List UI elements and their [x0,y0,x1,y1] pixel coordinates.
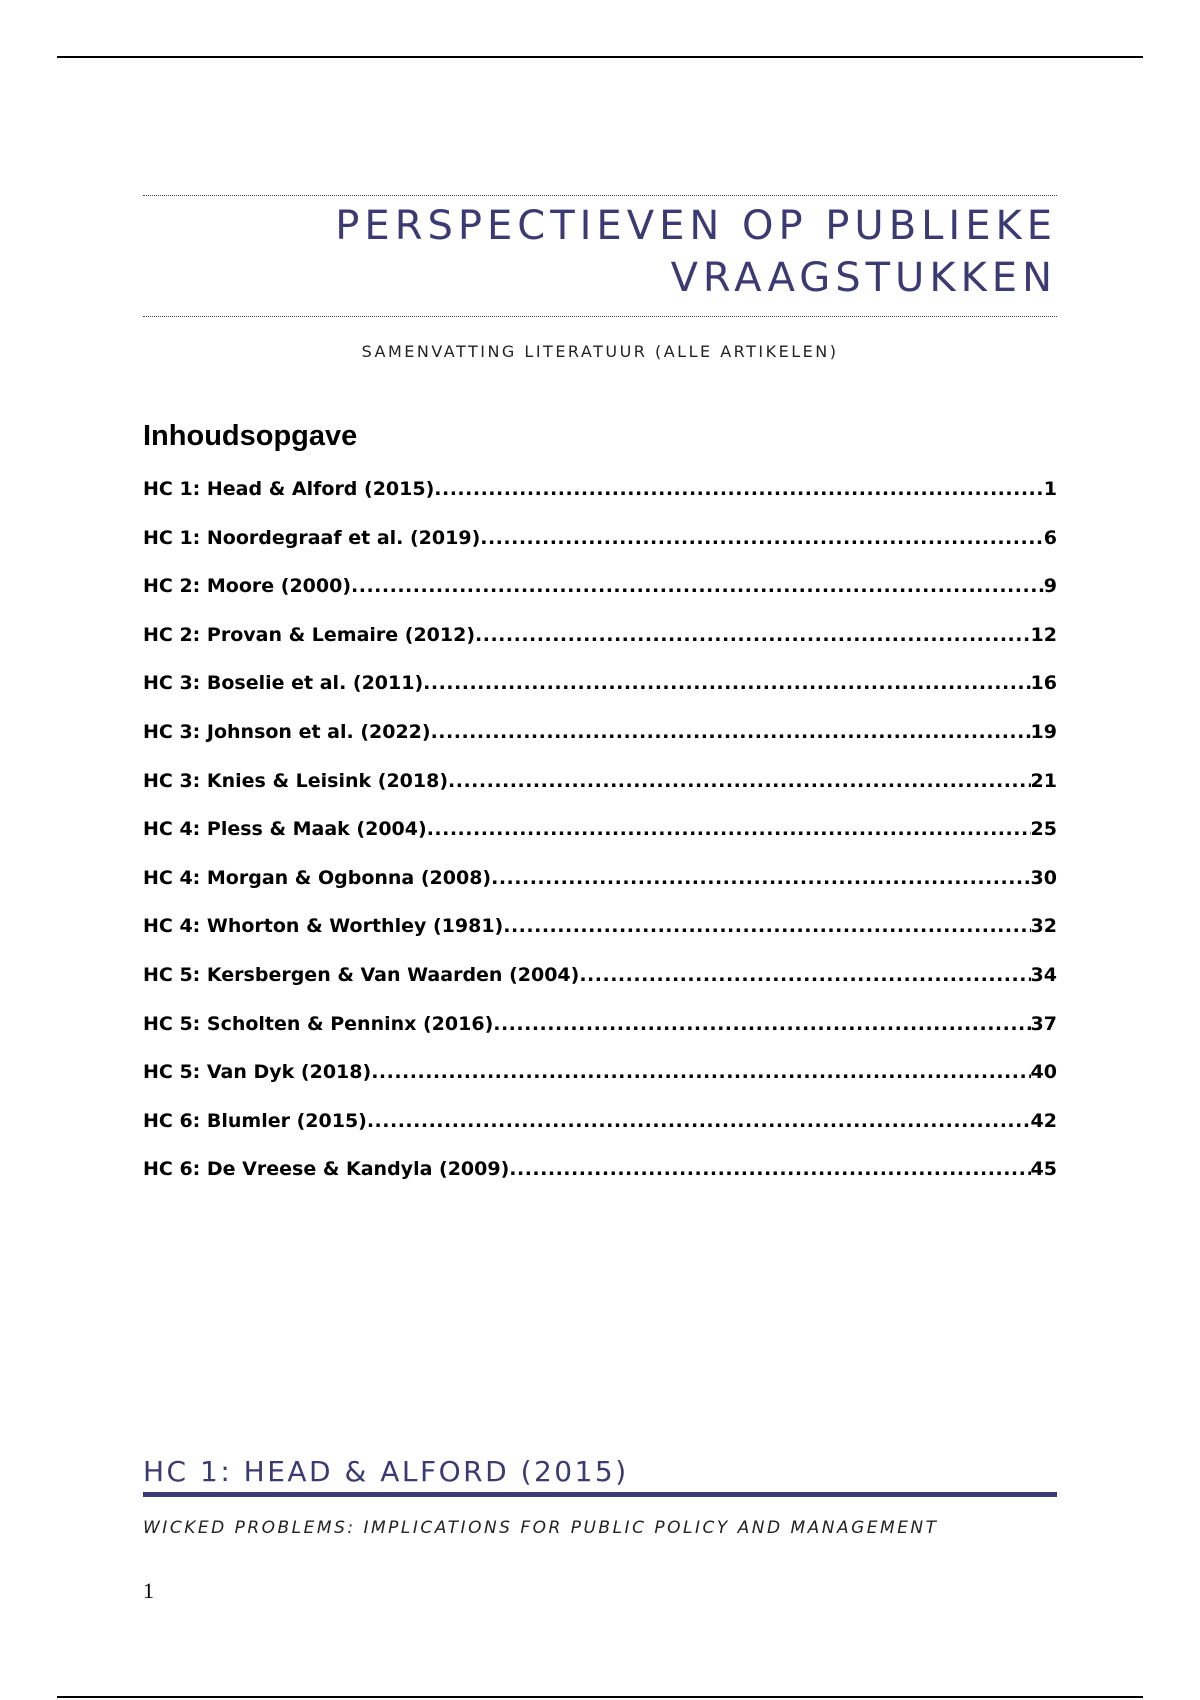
toc-entry-title: HC 2: Provan & Lemaire (2012) [143,623,476,646]
toc-dot-leader [480,527,1044,549]
toc-entry[interactable] [143,964,1057,1013]
toc-entry-title: HC 5: Kersbergen & Van Waarden (2004) [143,963,580,986]
document-title [143,200,1057,304]
toc-entry-title: HC 4: Morgan & Ogbonna (2008) [143,866,492,889]
toc-entry[interactable] [143,1061,1057,1110]
toc-entry[interactable] [143,575,1057,624]
toc-dot-leader [448,770,1031,792]
toc-entry-title: HC 5: Van Dyk (2018) [143,1061,372,1084]
toc-entry-page: 30 [1030,866,1057,889]
toc-dot-leader [491,867,1030,889]
toc-dot-leader [427,818,1031,840]
toc-entry-title: HC 4: Pless & Maak (2004) [143,818,427,841]
toc-dot-leader [431,721,1031,743]
table-of-contents [143,478,1057,1207]
toc-entry[interactable] [143,818,1057,867]
document-title-line-2: VRAAGSTUKKEN [670,255,1057,301]
title-block [143,195,1057,317]
toc-dot-leader [579,964,1030,986]
page-bottom-rule [57,1696,1143,1698]
toc-entry-page: 32 [1030,915,1057,938]
toc-dot-leader [371,1061,1030,1083]
toc-entry[interactable] [143,915,1057,964]
toc-entry-page: 9 [1043,575,1057,598]
toc-entry[interactable] [143,770,1057,819]
toc-entry-page: 21 [1030,769,1057,792]
toc-entry-title: HC 4: Whorton & Worthley (1981) [143,915,504,938]
section-subtitle: WICKED PROBLEMS: IMPLICATIONS FOR PUBLIC POLICY AND MANAGEMENT [143,1518,939,1538]
toc-entry-title: HC 1: Noordegraaf et al. (2019) [143,526,481,549]
toc-dot-leader [351,575,1044,597]
document-subtitle: SAMENVATTING LITERATUUR (ALLE ARTIKELEN) [361,342,839,361]
toc-dot-leader [503,915,1030,937]
toc-entry-page: 42 [1030,1109,1057,1132]
toc-entry-page: 6 [1043,526,1057,549]
toc-entry-page: 1 [1043,478,1057,500]
toc-dot-leader [509,1158,1030,1180]
toc-entry-page: 45 [1030,1158,1057,1181]
toc-dot-leader [493,1013,1030,1035]
toc-entry-page: 40 [1030,1061,1057,1084]
toc-entry-title: HC 3: Boselie et al. (2011) [143,672,424,695]
page-top-rule [57,56,1143,58]
toc-entry[interactable] [143,672,1057,721]
toc-entry-title: HC 6: De Vreese & Kandyla (2009) [143,1158,510,1181]
toc-entry-page: 16 [1030,672,1057,695]
toc-dot-leader [367,1110,1031,1132]
toc-dot-leader [434,478,1043,500]
toc-heading: Inhoudsopgave [143,420,358,452]
toc-dot-leader [475,624,1031,646]
toc-entry-title: HC 5: Scholten & Penninx (2016) [143,1012,494,1035]
toc-entry[interactable] [143,624,1057,673]
toc-entry[interactable] [143,721,1057,770]
toc-entry-page: 19 [1030,720,1057,743]
toc-entry-title: HC 2: Moore (2000) [143,575,352,598]
page-number: 1 [143,1578,154,1603]
toc-dot-leader [423,672,1030,694]
toc-entry[interactable] [143,478,1057,527]
section-heading: HC 1: HEAD & ALFORD (2015) [143,1455,1057,1497]
toc-entry-page: 12 [1030,623,1057,646]
toc-entry-title: HC 1: Head & Alford (2015) [143,478,435,500]
toc-entry-title: HC 3: Knies & Leisink (2018) [143,769,449,792]
toc-entry[interactable] [143,1110,1057,1159]
toc-entry-page: 37 [1030,1012,1057,1035]
toc-entry-title: HC 3: Johnson et al. (2022) [143,720,431,743]
toc-entry[interactable] [143,867,1057,916]
document-title-line-1: PERSPECTIEVEN OP PUBLIEKE [335,203,1057,249]
toc-entry-title: HC 6: Blumler (2015) [143,1109,367,1132]
toc-entry[interactable] [143,1158,1057,1207]
toc-entry[interactable] [143,1013,1057,1062]
toc-entry-page: 25 [1030,818,1057,841]
toc-entry[interactable] [143,527,1057,576]
toc-entry-page: 34 [1030,963,1057,986]
